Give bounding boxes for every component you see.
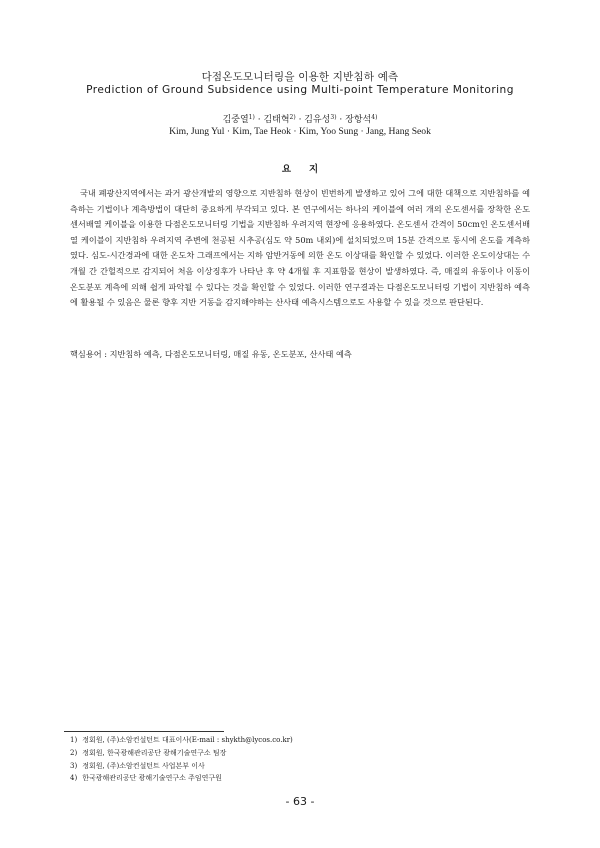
footnote-text: 정회원, 한국광해관리공단 광해기술연구소 팀장: [82, 748, 227, 757]
author-footnote-mark: 2): [289, 114, 296, 121]
footnote-number: 1): [70, 736, 78, 744]
author-footnote-mark: 4): [371, 114, 378, 121]
author-name: 김중열: [222, 115, 249, 125]
footnote-divider: [64, 731, 224, 732]
author-list-english: Kim, Jung Yul · Kim, Tae Heok · Kim, Yoo Sung · Jang, Hang Seok: [169, 126, 431, 137]
author-separator: ·: [254, 115, 264, 125]
page-number: - 63 -: [285, 795, 315, 808]
footnote-item: [70, 734, 530, 747]
abstract-body: 국내 폐광산지역에서는 과거 광산개발의 영향으로 지반침하 현상이 빈번하게 발생하고 있어 그에 대한 대책으로 지반침하를 예측하는 기법이나 계측방법이 대단히 중요하게 부각되고 있다. 본 연구에서는 하나의 케이블에 여러 개의 온도센서를 장착한 온도센서배열 케이블을 이용한 다점온도모니터링 기법을 지반침하 우려지역 현장에 응용하였다. 온도센서 간격이 50cm인 온도센서배열 케이블이 지반침하 우려지역 주변에 천공된 시추공(심도 약 50m 내외)에 설치되었으며 15분 간격으로 동시에 온도를 계측하였다. 심도-시간경과에 대한 온도차 그래프에서는 지하 암반거동에 의한 온도 이상대를 확인할 수 있었다. 이러한 온도이상대는 수개월 간 간헐적으로 감지되어 처음 이상징후가 나타난 후 약 4개월 후 지표함몰 현상이 발생하였다. 즉, 매질의 유동이나 이동이 온도분포 계측에 의해 쉽게 파악될 수 있다는 것을 확인할 수 있었다. 이러한 연구결과는 다점온도모니터링 기법이 지반침하 예측에 활용될 수 있음은 물론 향후 지반 거동을 감지해야하는 산사태 예측시스템으로도 사용할 수 있을 것으로 판단된다.: [70, 188, 530, 308]
author-footnote-mark: 1): [248, 114, 255, 121]
author-name: 장항석: [345, 115, 372, 125]
footnote-item: [70, 747, 530, 760]
abstract-heading: 요지: [281, 164, 337, 175]
footnote-number: 2): [70, 748, 78, 757]
author-footnote-mark: 3): [330, 114, 337, 121]
footnote-number: 4): [70, 774, 78, 783]
author-list-korean: [0, 112, 600, 125]
footnote-number: 3): [70, 761, 78, 770]
author-separator: ·: [295, 115, 305, 125]
footnote-item: [70, 772, 530, 785]
footnote-text: 정회원, (주)소암컨설턴트 대표이사(E-mail : shykth@lycos.co.kr): [82, 736, 293, 744]
footnote-text: 정회원, (주)소암컨설턴트 사업본부 이사: [82, 761, 205, 770]
footnote-list: [70, 734, 530, 785]
footnote-item: [70, 760, 530, 773]
author-name: 김유성: [304, 115, 331, 125]
keywords-line: 핵심용어 : 지반침하 예측, 다점온도모니터링, 매질 유동, 온도분포, 산사태 예측: [70, 349, 352, 359]
paper-title-korean: 다점온도모니터링을 이용한 지반침하 예측: [201, 71, 399, 83]
paper-title-english: Prediction of Ground Subsidence using Multi-point Temperature Monitoring: [86, 84, 514, 96]
author-name: 김태혁: [263, 115, 290, 125]
author-separator: ·: [336, 115, 346, 125]
footnote-text: 한국광해관리공단 광해기술연구소 주임연구원: [82, 774, 222, 783]
